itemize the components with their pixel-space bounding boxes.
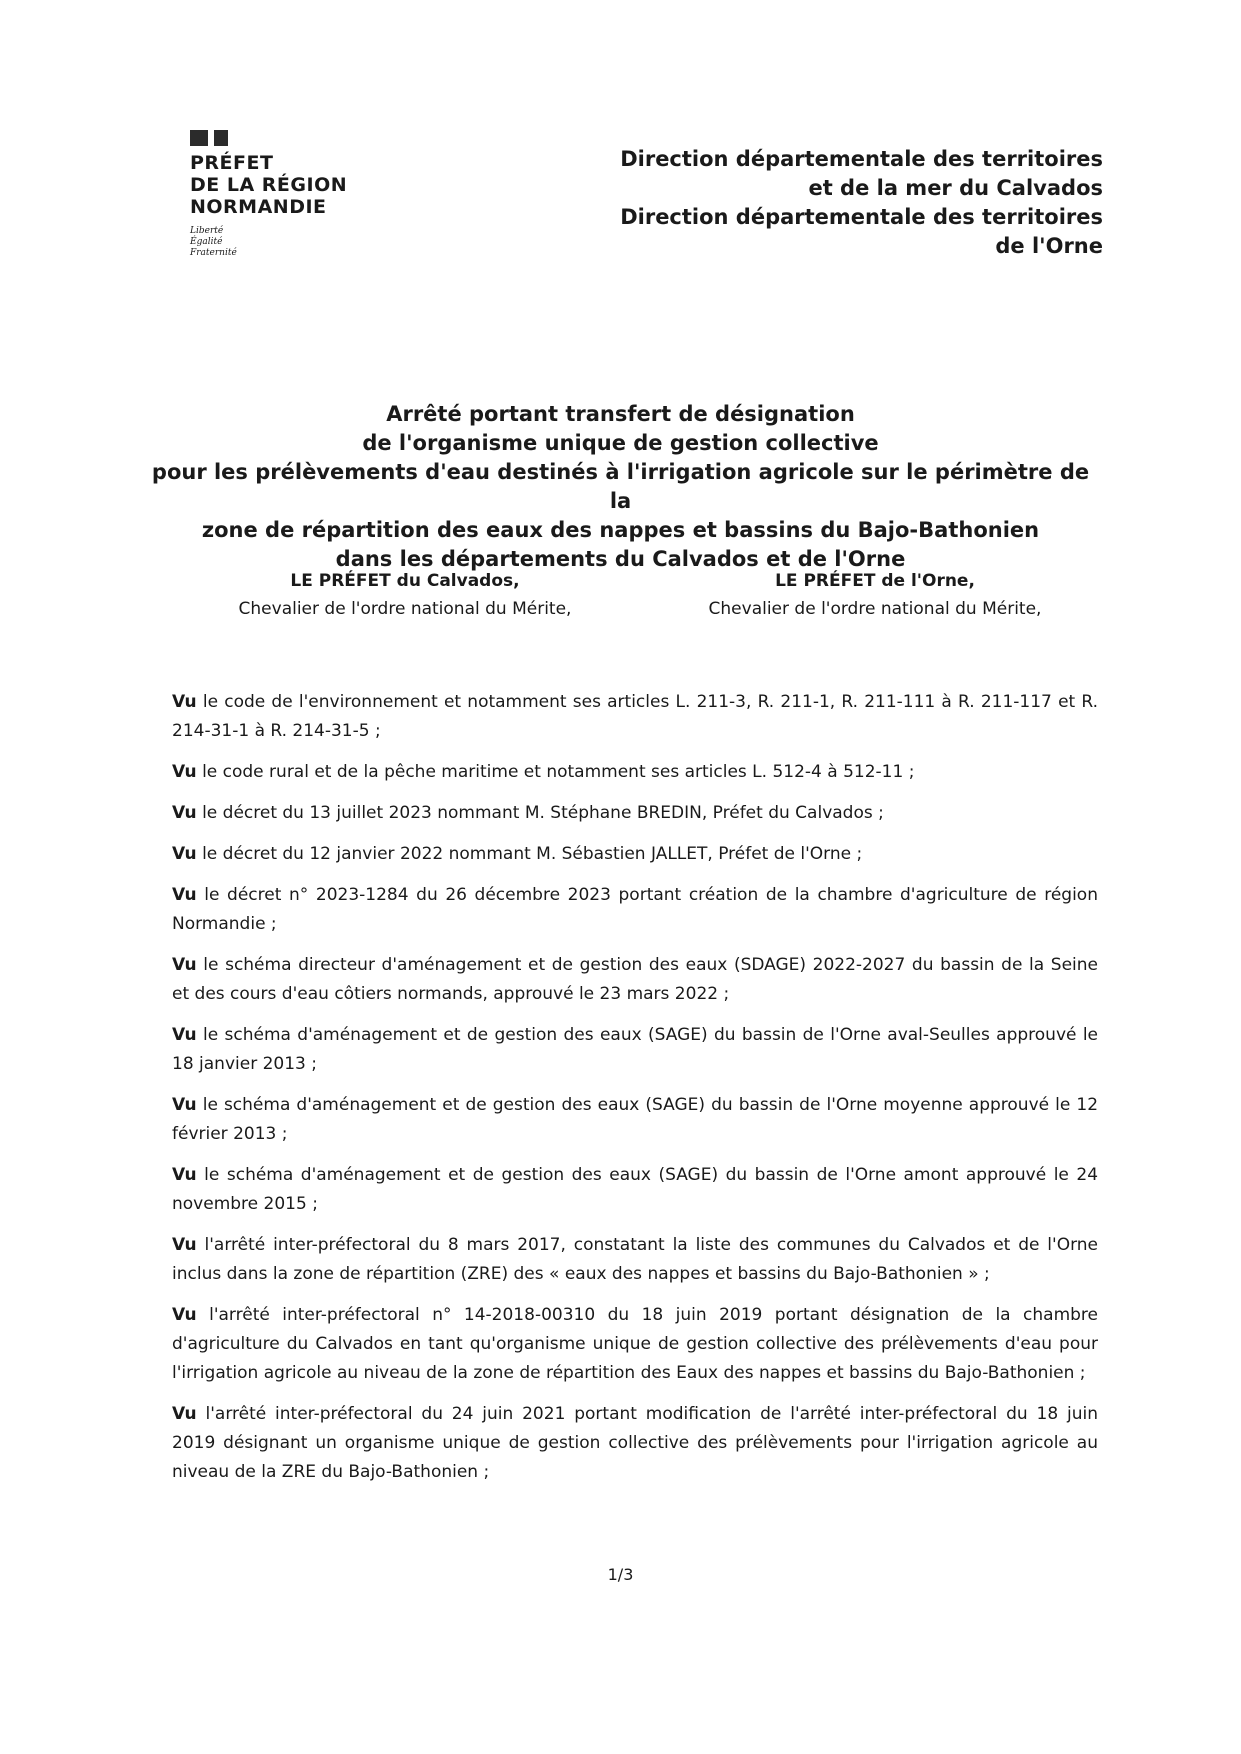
republic-motto: Liberté Égalité Fraternité (190, 226, 237, 258)
visa-item: Vu le schéma d'aménagement et de gestion des eaux (SAGE) du bassin de l'Orne moyenne approuvé le 12 février 2013 ; (172, 1095, 1099, 1144)
visa-item: Vu le code de l'environnement et notamment ses articles L. 211-3, R. 211-1, R. 211-111 à R. 211-117 et R. 214-31-1 à R. 214-31-5 ; (172, 692, 1098, 741)
visa-item: Vu l'arrêté inter-préfectoral du 8 mars 2017, constatant la liste des communes du Calvados et de l'Orne inclus dans la zone de répartition (ZRE) des « eaux des nappes et bassins du Bajo-Bathonien » ; (172, 1235, 1098, 1284)
issuing-directions (620, 145, 1103, 261)
title-line: dans les départements du Calvados et de l'Orne (335, 547, 906, 571)
prefet-title: Chevalier de l'ordre national du Mérite, (238, 599, 572, 619)
title-line: zone de répartition des eaux des nappes et bassins du Bajo-Bathonien (201, 518, 1040, 542)
title-line: pour les prélèvements d'eau destinés à l'irrigation agricole sur le périmètre de la (151, 460, 1090, 513)
page-number: 1/3 (607, 1565, 634, 1584)
prefet-logo (190, 130, 370, 259)
prefet-name: LE PRÉFET de l'Orne, (775, 571, 975, 591)
visa-item: Vu le décret du 12 janvier 2022 nommant M. Sébastien JALLET, Préfet de l'Orne ; (172, 844, 863, 864)
visa-item: Vu le décret du 13 juillet 2023 nommant M. Stéphane BREDIN, Préfet du Calvados ; (172, 803, 884, 823)
document-title (150, 400, 1091, 574)
title-line: Arrêté portant transfert de désignation (386, 402, 855, 426)
prefet-name: LE PRÉFET du Calvados, (290, 571, 520, 591)
visa-item: Vu l'arrêté inter-préfectoral n° 14-2018-00310 du 18 juin 2019 portant désignation de la chambre d'agriculture du Calvados en tant qu'organisme unique de gestion collective des prélèvements d'eau pour l'irrigation agricole au niveau de la zone de répartition des Eaux des nappes et bassins du Bajo-Bathonien ; (172, 1305, 1098, 1383)
direction-line: Direction départementale des territoires (620, 147, 1103, 171)
direction-line: de l'Orne (995, 234, 1103, 258)
visa-item: Vu le code rural et de la pêche maritime et notamment ses articles L. 512-4 à 512-11 ; (172, 762, 915, 782)
prefet-title: Chevalier de l'ordre national du Mérite, (708, 599, 1042, 619)
visa-item: Vu le schéma d'aménagement et de gestion des eaux (SAGE) du bassin de l'Orne aval-Seulles approuvé le 18 janvier 2013 ; (172, 1025, 1098, 1074)
logo-line: NORMANDIE (190, 196, 327, 218)
direction-line: et de la mer du Calvados (808, 176, 1103, 200)
visa-item: Vu le schéma directeur d'aménagement et de gestion des eaux (SDAGE) 2022-2027 du bassin de la Seine et des cours d'eau côtiers normands, approuvé le 23 mars 2022 ; (172, 955, 1098, 1004)
prefet-orne (665, 567, 1085, 623)
logo-line: DE LA RÉGION (190, 174, 348, 196)
logo-line: PRÉFET (190, 152, 274, 174)
visa-item: Vu le schéma d'aménagement et de gestion des eaux (SAGE) du bassin de l'Orne amont approuvé le 24 novembre 2015 ; (172, 1165, 1099, 1214)
prefet-calvados (195, 567, 615, 623)
visa-item: Vu l'arrêté inter-préfectoral du 24 juin 2021 portant modification de l'arrêté inter-préfectoral du 18 juin 2019 désignant un organisme unique de gestion collective des prélèvements pour l'irrigation agricole au niveau de la ZRE du Bajo-Bathonien ; (172, 1404, 1098, 1482)
title-line: de l'organisme unique de gestion collective (362, 431, 879, 455)
direction-line: Direction départementale des territoires (620, 205, 1103, 229)
visas-list (172, 688, 1098, 1499)
visa-item: Vu le décret n° 2023-1284 du 26 décembre 2023 portant création de la chambre d'agriculture de région Normandie ; (172, 885, 1098, 934)
marianne-icon (190, 130, 370, 146)
